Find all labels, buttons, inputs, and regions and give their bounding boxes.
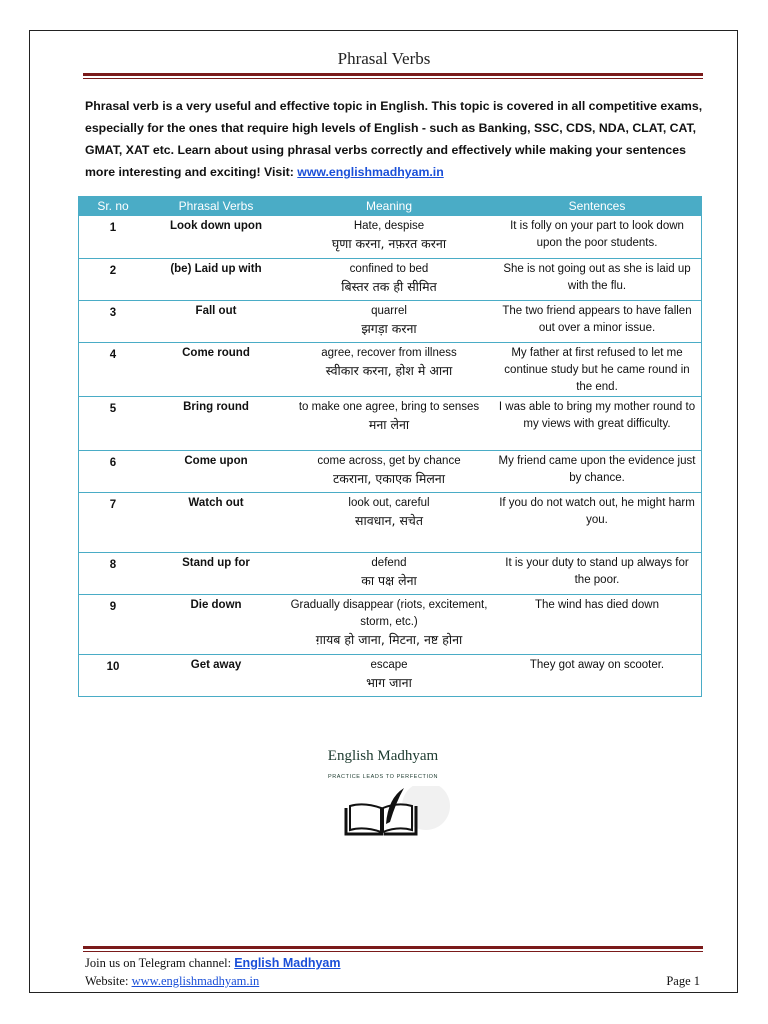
website-label: Website: xyxy=(85,974,132,988)
table-row xyxy=(79,552,702,594)
cell-meaning xyxy=(285,258,493,300)
table-header-row xyxy=(79,196,702,216)
english-madhyam-logo xyxy=(308,738,458,848)
telegram-label: Join us on Telegram channel: xyxy=(85,956,235,970)
cell-phrasal-verb: Stand up for xyxy=(147,552,285,594)
meaning-english: defend xyxy=(371,556,407,569)
intro-paragraph xyxy=(85,95,705,183)
cell-sr-no: 2 xyxy=(79,258,148,300)
phrasal-verbs-table xyxy=(78,196,702,697)
meaning-hindi: झगड़ा करना xyxy=(361,320,417,336)
table-row xyxy=(79,258,702,300)
cell-sentence: If you do not watch out, he might harm you. xyxy=(493,492,702,552)
cell-meaning xyxy=(285,300,493,342)
cell-meaning xyxy=(285,450,493,492)
meaning-english: look out, careful xyxy=(348,496,430,509)
meaning-english: come across, get by chance xyxy=(317,454,461,467)
cell-sentence: My friend came upon the evidence just by chance. xyxy=(493,450,702,492)
header-meaning: Meaning xyxy=(285,196,493,216)
meaning-english: agree, recover from illness xyxy=(321,346,457,359)
cell-phrasal-verb: Die down xyxy=(147,594,285,654)
table-row xyxy=(79,396,702,450)
cell-sentence: I was able to bring my mother round to my views with great difficulty. xyxy=(493,396,702,450)
cell-sr-no: 10 xyxy=(79,654,148,696)
cell-meaning xyxy=(285,492,493,552)
table-row xyxy=(79,216,702,258)
table-row xyxy=(79,594,702,654)
meaning-hindi: स्वीकार करना, होश मे आना xyxy=(325,362,453,378)
cell-sr-no: 7 xyxy=(79,492,148,552)
cell-sr-no: 9 xyxy=(79,594,148,654)
cell-sr-no: 3 xyxy=(79,300,148,342)
table-row xyxy=(79,342,702,396)
cell-sr-no: 4 xyxy=(79,342,148,396)
footer-rule xyxy=(83,946,703,949)
cell-phrasal-verb: Come upon xyxy=(147,450,285,492)
meaning-english: confined to bed xyxy=(349,262,429,275)
logo-tagline: PRACTICE LEADS TO PERFECTION xyxy=(327,774,439,780)
cell-meaning xyxy=(285,342,493,396)
table-row xyxy=(79,492,702,552)
cell-meaning xyxy=(285,216,493,258)
meaning-english: escape xyxy=(370,658,408,671)
cell-sentence: It is your duty to stand up always for the poor. xyxy=(493,552,702,594)
cell-sentence: The wind has died down xyxy=(493,594,702,654)
telegram-link[interactable]: English Madhyam xyxy=(234,956,341,970)
cell-sentence: They got away on scooter. xyxy=(493,654,702,696)
cell-meaning xyxy=(285,552,493,594)
cell-phrasal-verb: Look down upon xyxy=(147,216,285,258)
book-quill-icon xyxy=(308,786,458,848)
cell-sr-no: 5 xyxy=(79,396,148,450)
cell-phrasal-verb: Bring round xyxy=(147,396,285,450)
cell-phrasal-verb: Come round xyxy=(147,342,285,396)
meaning-hindi: ग़ायब हो जाना, मिटना, नष्ट होना xyxy=(315,631,463,647)
meaning-hindi: का पक्ष लेना xyxy=(361,572,417,588)
cell-sr-no: 8 xyxy=(79,552,148,594)
table-row xyxy=(79,450,702,492)
cell-sentence: She is not going out as she is laid up with the flu. xyxy=(493,258,702,300)
footer-rule-thin xyxy=(83,951,703,952)
meaning-hindi: मना लेना xyxy=(368,416,410,432)
meaning-english: to make one agree, bring to senses xyxy=(298,400,480,413)
logo-title: English Madhyam xyxy=(327,748,439,764)
cell-meaning xyxy=(285,654,493,696)
meaning-hindi: सावधान, सचेत xyxy=(355,512,423,528)
table-row xyxy=(79,654,702,696)
page-title: Phrasal Verbs xyxy=(337,49,431,68)
meaning-english: quarrel xyxy=(371,304,407,317)
header-rule-thin xyxy=(83,78,703,79)
header-sentences: Sentences xyxy=(493,196,702,216)
header-phrasal-verbs: Phrasal Verbs xyxy=(147,196,285,216)
cell-phrasal-verb: (be) Laid up with xyxy=(147,258,285,300)
cell-sentence: The two friend appears to have fallen out over a minor issue. xyxy=(493,300,702,342)
header-sr-no: Sr. no xyxy=(79,196,148,216)
meaning-hindi: घृणा करना, नफ़रत करना xyxy=(331,236,447,251)
meaning-english: Hate, despise xyxy=(353,220,425,232)
intro-text: Phrasal verb is a very useful and effective topic in English. This topic is covered in all competitive exams, especially for the ones that require high levels of English - such as Banking, SSC, CDS, NDA, CLAT, CAT, GMAT, XAT etc. Learn about using phrasal verbs correctly and effectively while making your sentences more interesting and exciting! Visit: xyxy=(85,99,703,179)
cell-meaning xyxy=(285,396,493,450)
cell-sr-no: 6 xyxy=(79,450,148,492)
header-rule xyxy=(83,73,703,76)
table-row xyxy=(79,300,702,342)
meaning-english: Gradually disappear (riots, excitement, storm, etc.) xyxy=(290,598,488,628)
cell-sr-no: 1 xyxy=(79,216,148,258)
cell-phrasal-verb: Get away xyxy=(147,654,285,696)
intro-link[interactable]: www.englishmadhyam.in xyxy=(297,165,444,179)
footer-telegram xyxy=(85,956,341,971)
footer-website xyxy=(85,974,259,989)
cell-sentence: It is folly on your part to look down upon the poor students. xyxy=(493,216,702,258)
meaning-hindi: भाग जाना xyxy=(366,674,412,690)
cell-phrasal-verb: Watch out xyxy=(147,492,285,552)
meaning-hindi: टकराना, एकाएक मिलना xyxy=(333,470,445,486)
page-number: Page 1 xyxy=(666,974,700,988)
cell-phrasal-verb: Fall out xyxy=(147,300,285,342)
website-link[interactable]: www.englishmadhyam.in xyxy=(131,974,260,988)
cell-sentence: My father at first refused to let me continue study but he came round in the end. xyxy=(493,342,702,396)
cell-meaning xyxy=(285,594,493,654)
meaning-hindi: बिस्तर तक ही सीमित xyxy=(341,278,437,294)
